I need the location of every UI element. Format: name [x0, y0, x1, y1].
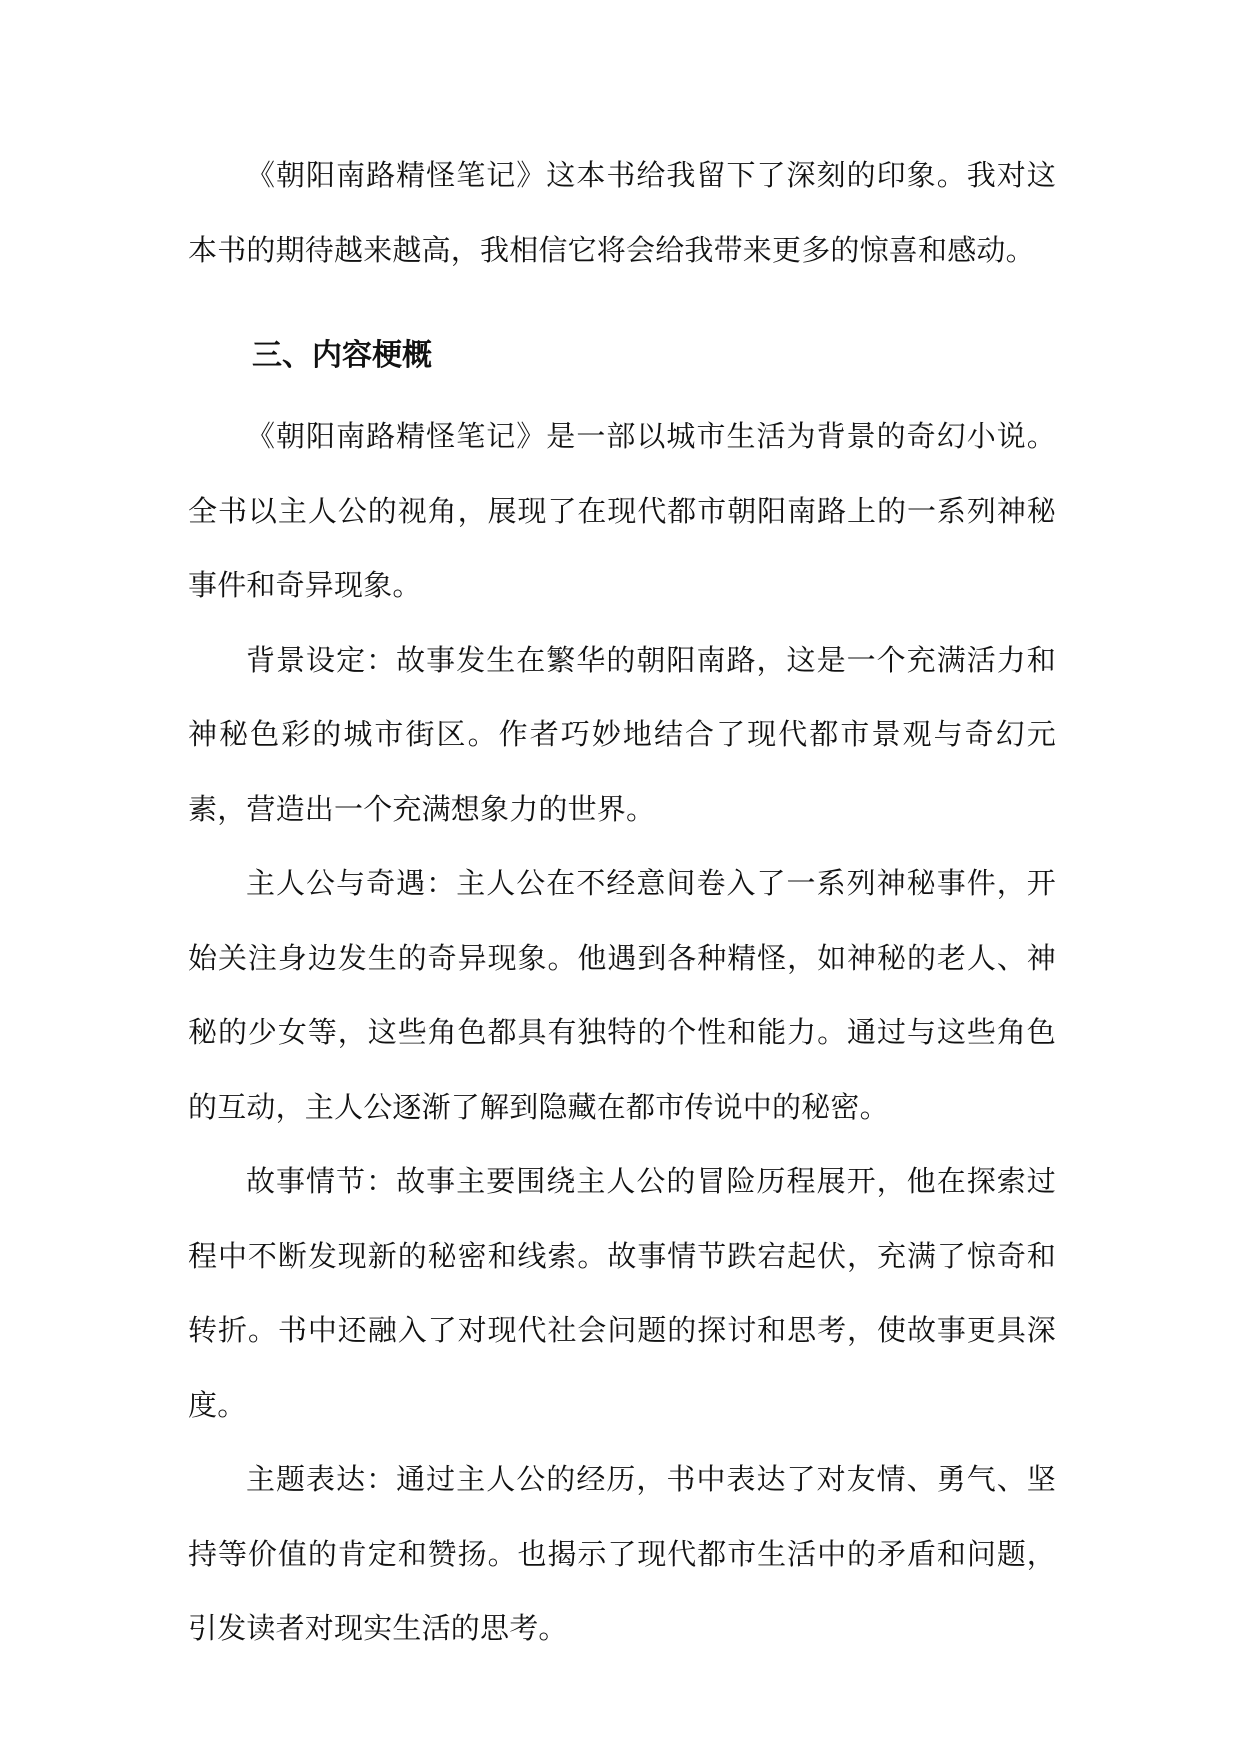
paragraph-intro: 《朝阳南路精怪笔记》这本书给我留下了深刻的印象。我对这本书的期待越来越高，我相信它将会给我带来更多的惊喜和感动。 [188, 158, 1056, 267]
paragraph-protagonist: 主人公与奇遇：主人公在不经意间卷入了一系列神秘事件，开始关注身边发生的奇异现象。他遇到各种精怪，如神秘的老人、神秘的少女等，这些角色都具有独特的个性和能力。通过与这些角色的互动，主人公逐渐了解到隐藏在都市传说中的秘密。 [188, 866, 1056, 1124]
paragraph-theme: 主题表达：通过主人公的经历，书中表达了对友情、勇气、坚持等价值的肯定和赞扬。也揭示了现代都市生活中的矛盾和问题，引发读者对现实生活的思考。 [188, 1462, 1056, 1645]
paragraph-setting: 背景设定：故事发生在繁华的朝阳南路，这是一个充满活力和神秘色彩的城市街区。作者巧妙地结合了现代都市景观与奇幻元素，营造出一个充满想象力的世界。 [188, 642, 1056, 826]
section-heading: 三、内容梗概 [252, 338, 432, 373]
paragraph-plot: 故事情节：故事主要围绕主人公的冒险历程展开，他在探索过程中不断发现新的秘密和线索。故事情节跌宕起伏，充满了惊奇和转折。书中还融入了对现代社会问题的探讨和思考，使故事更具深度。 [188, 1164, 1056, 1422]
document-body [188, 138, 1056, 1666]
paragraph-summary: 《朝阳南路精怪笔记》是一部以城市生活为背景的奇幻小说。全书以主人公的视角，展现了在现代都市朝阳南路上的一系列神秘事件和奇异现象。 [188, 419, 1056, 602]
